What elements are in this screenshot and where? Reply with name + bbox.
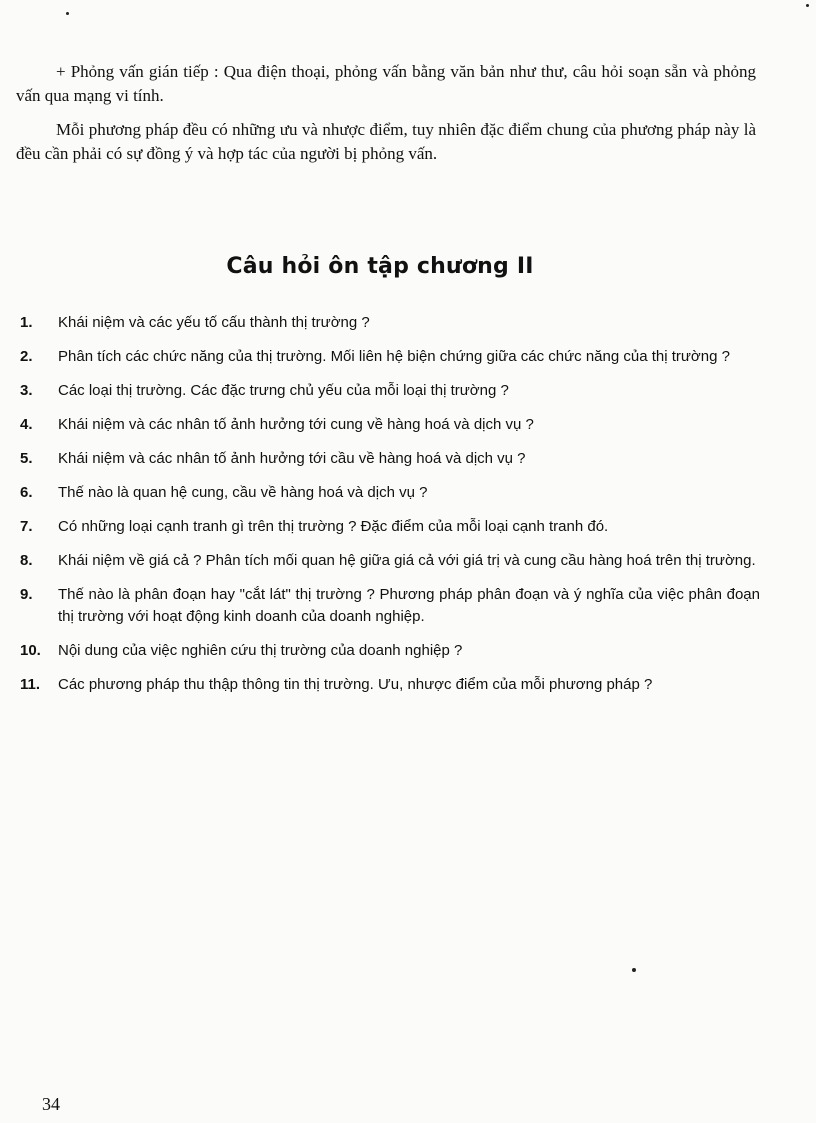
question-text: Thế nào là quan hệ cung, cầu về hàng hoá và dịch vụ ? [58, 484, 428, 501]
question-number: 11. [20, 676, 41, 693]
question-number: 8. [20, 552, 33, 569]
scan-speck [632, 968, 636, 972]
question-number: 1. [20, 314, 33, 331]
paragraph-indirect-interview: + Phỏng vấn gián tiếp : Qua điện thoại, phỏng vấn bằng văn bản như thư, câu hỏi soạn sẵn và phỏng vấn qua mạng vi tính. [16, 62, 756, 105]
list-item [20, 640, 760, 662]
list-item [20, 482, 760, 504]
list-item [20, 346, 760, 368]
question-text: Khái niệm về giá cả ? Phân tích mối quan hệ giữa giá cả với giá trị và cung cầu hàng hoá trên thị trường. [58, 552, 756, 569]
scan-speck [66, 12, 69, 15]
list-item [20, 380, 760, 402]
list-item [20, 516, 760, 538]
question-number: 4. [20, 416, 33, 433]
question-text: Nội dung của việc nghiên cứu thị trường của doanh nghiệp ? [58, 642, 463, 659]
question-text: Thế nào là phân đoạn hay "cắt lát" thị trường ? Phương pháp phân đoạn và ý nghĩa của việc phân đoạn thị trường với hoạt động kinh doanh của doanh nghiệp. [58, 586, 760, 625]
question-text: Khái niệm và các nhân tố ảnh hưởng tới cung về hàng hoá và dịch vụ ? [58, 416, 534, 433]
question-number: 2. [20, 348, 33, 365]
question-text: Phân tích các chức năng của thị trường. Mối liên hệ biện chứng giữa các chức năng của thị trường ? [58, 348, 730, 365]
question-number: 10. [20, 642, 41, 659]
question-number: 6. [20, 484, 33, 501]
question-number: 3. [20, 382, 33, 399]
question-number: 7. [20, 518, 33, 535]
scan-speck [806, 4, 809, 7]
list-item [20, 550, 760, 572]
question-number: 9. [20, 586, 33, 603]
question-text: Khái niệm và các yếu tố cấu thành thị trường ? [58, 314, 370, 331]
list-item [20, 584, 760, 628]
list-item [20, 312, 760, 334]
section-heading: Câu hỏi ôn tập chương II [226, 254, 534, 279]
question-text: Các loại thị trường. Các đặc trưng chủ yếu của mỗi loại thị trường ? [58, 382, 509, 399]
page-number: 34 [42, 1094, 60, 1114]
question-number: 5. [20, 450, 33, 467]
paragraph-methods-summary: Mỗi phương pháp đều có những ưu và nhược điểm, tuy nhiên đặc điểm chung của phương pháp này là đều cần phải có sự đồng ý và hợp tác của người bị phỏng vấn. [16, 120, 756, 163]
question-text: Khái niệm và các nhân tố ảnh hưởng tới cầu về hàng hoá và dịch vụ ? [58, 450, 526, 467]
review-question-list [20, 312, 760, 708]
list-item [20, 448, 760, 470]
question-text: Có những loại cạnh tranh gì trên thị trường ? Đặc điểm của mỗi loại cạnh tranh đó. [58, 518, 609, 535]
list-item [20, 674, 760, 696]
list-item [20, 414, 760, 436]
question-text: Các phương pháp thu thập thông tin thị trường. Ưu, nhược điểm của mỗi phương pháp ? [58, 676, 653, 693]
